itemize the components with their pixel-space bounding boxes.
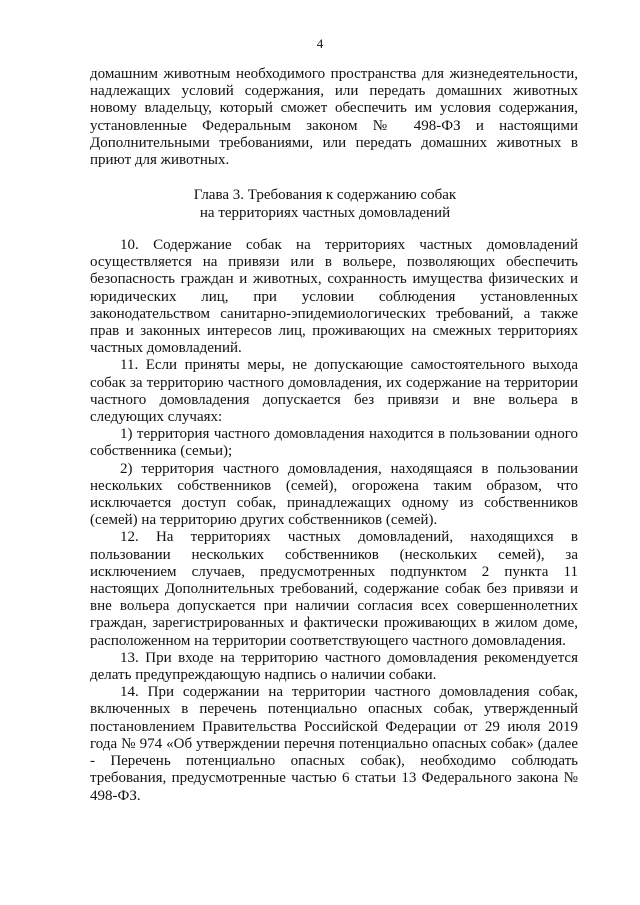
paragraph-14: 14. При содержании на территории частного домовладения собак, включенных в перечень потенциально опасных собак, утвержденный постановлением Правительства Российской Федерации от 29 июля 2019 года № 974 «Об утверждении перечня потенциально опасных собак» (далее - Перечень потенциально опасных собак), необходимо соблюдать требования, предусмотренные частью 6 статьи 13 Федерального закона № 498-ФЗ.: [90, 684, 578, 804]
chapter-heading: [60, 186, 590, 222]
intro-paragraph: домашним животным необходимого пространства для жизнедеятельности, надлежащих условий содержания, или передать домашних животных новому владельцу, который сможет обеспечить им условия содержания, установленные Федеральным законом № 498-ФЗ и настоящими Дополнительными требованиями, или передать домашних животных в приют для животных.: [90, 66, 578, 169]
paragraph-13: 13. При входе на территорию частного домовладения рекомендуется делать предупреждающую надпись о наличии собаки.: [90, 649, 578, 684]
paragraph-11: 11. Если приняты меры, не допускающие самостоятельного выхода собак за территорию частного домовладения, их содержание на территории частного домовладения допускается без привязи и вне вольера в следующих случаях:: [90, 357, 578, 426]
paragraph-11-subitem-2: 2) территория частного домовладения, находящаяся в пользовании нескольких собственников (семей), огорожена таким образом, что исключается доступ собак, принадлежащих одному из собственников (семей) на территорию других собственников (семей).: [90, 460, 578, 529]
chapter-body: [90, 237, 578, 805]
chapter-title-line-2: на территориях частных домовладений: [199, 205, 451, 221]
paragraph-11-subitem-1: 1) территория частного домовладения находится в пользовании одного собственника (семьи);: [90, 426, 578, 460]
paragraph-12: 12. На территориях частных домовладений, находящихся в пользовании нескольких собственников (нескольких семей), за исключением случаев, предусмотренных подпунктом 2 пункта 11 настоящих Дополнительных требований, содержание собак без привязи и вне вольера допускается при наличии согласия всех совершеннолетних граждан, зарегистрированных и фактически проживающих в жилом доме, расположенном на территории соответствующего частного домовладения.: [90, 529, 578, 649]
paragraph-10: 10. Содержание собак на территориях частных домовладений осуществляется на привязи или в вольере, позволяющих обеспечить безопасность граждан и животных, сохранность имущества физических и юридических лиц, при условии соблюдения установленных законодательством санитарно-эпидемиологических требований, а также прав и законных интересов лиц, проживающих на смежных территориях частных домовладений.: [90, 237, 578, 357]
intro-text-block: [90, 66, 578, 169]
page-number: 4: [316, 36, 324, 51]
chapter-title-line-1: Глава 3. Требования к содержанию собак: [193, 187, 457, 203]
